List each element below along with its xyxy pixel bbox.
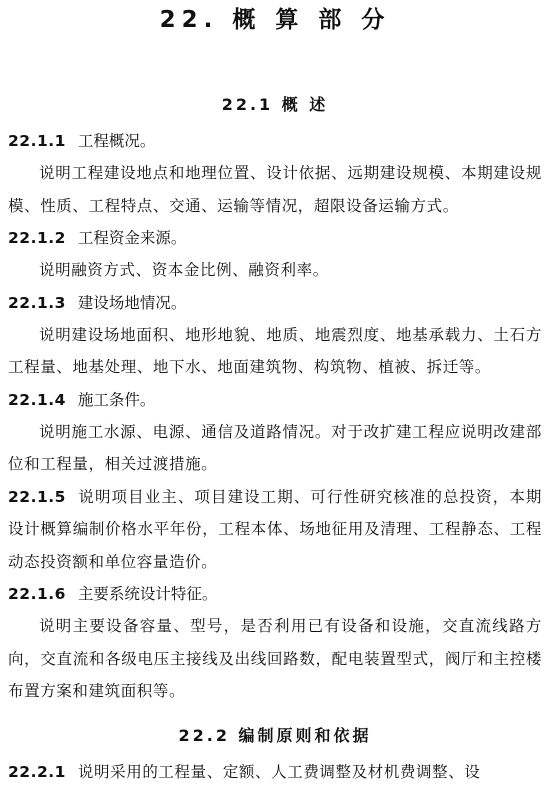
- clause-number: 22.2.1: [8, 762, 66, 781]
- clause-heading: 施工条件。: [77, 390, 156, 409]
- clause-22-1-3-heading: [8, 287, 542, 319]
- clause-number: 22.1.4: [8, 390, 66, 409]
- clause-heading: 建设场地情况。: [77, 293, 187, 312]
- clause-number: 22.1.1: [8, 132, 66, 150]
- clause-22-1-1-heading: [8, 125, 542, 157]
- section-title-22-2: 22.2 编制原则和依据: [178, 725, 372, 745]
- clause-heading: 工程概况。: [77, 132, 156, 150]
- clause-22-1-4-body: 说明施工水源、电源、通信及道路情况。对于改扩建工程应说明改建部位和工程量，相关过渡措施。: [8, 422, 542, 473]
- clause-22-1-5: [8, 481, 542, 579]
- clause-22-1-2-body: 说明融资方式、资本金比例、融资利率。: [39, 261, 329, 279]
- clause-number: 22.1.6: [8, 585, 66, 603]
- clause-22-1-2-heading: [8, 222, 542, 254]
- clause-22-1-1-body: 说明工程建设地点和地理位置、设计依据、远期建设规模、本期建设规模、性质、工程特点、交通、运输等情况，超限设备运输方式。: [8, 164, 542, 215]
- chapter-title: 22. 概 算 部 分: [159, 7, 391, 33]
- section-title-22-1: 22.1 概 述: [221, 95, 329, 114]
- clause-22-1-6-heading: [8, 578, 542, 610]
- clause-22-1-6-body: 说明主要设备容量、型号，是否利用已有设备和设施，交直流线路方向，交直流和各级电压主接线及出线回路数，配电装置型式，阀厅和主控楼布置方案和建筑面积等。: [8, 617, 542, 700]
- clause-number: 22.1.5: [8, 487, 66, 506]
- clause-heading: 主要系统设计特征。: [77, 585, 218, 603]
- clause-body: 说明采用的工程量、定额、人工费调整及材机费调整、设: [77, 762, 481, 781]
- clause-22-1-4-heading: [8, 384, 542, 416]
- clause-number: 22.1.3: [8, 293, 66, 312]
- clause-number: 22.1.2: [8, 229, 66, 247]
- clause-body: 说明项目业主、项目建设工期、可行性研究核准的总投资，本期设计概算编制价格水平年份，工程本体、场地征用及清理、工程静态、工程动态投资额和单位容量造价。: [8, 487, 542, 571]
- clause-heading: 工程资金来源。: [77, 229, 187, 247]
- clause-22-2-1: [8, 756, 542, 788]
- clause-22-1-3-body: 说明建设场地面积、地形地貌、地质、地震烈度、地基承载力、土石方工程量、地基处理、地下水、地面建筑物、构筑物、植被、拆迁等。: [8, 325, 542, 376]
